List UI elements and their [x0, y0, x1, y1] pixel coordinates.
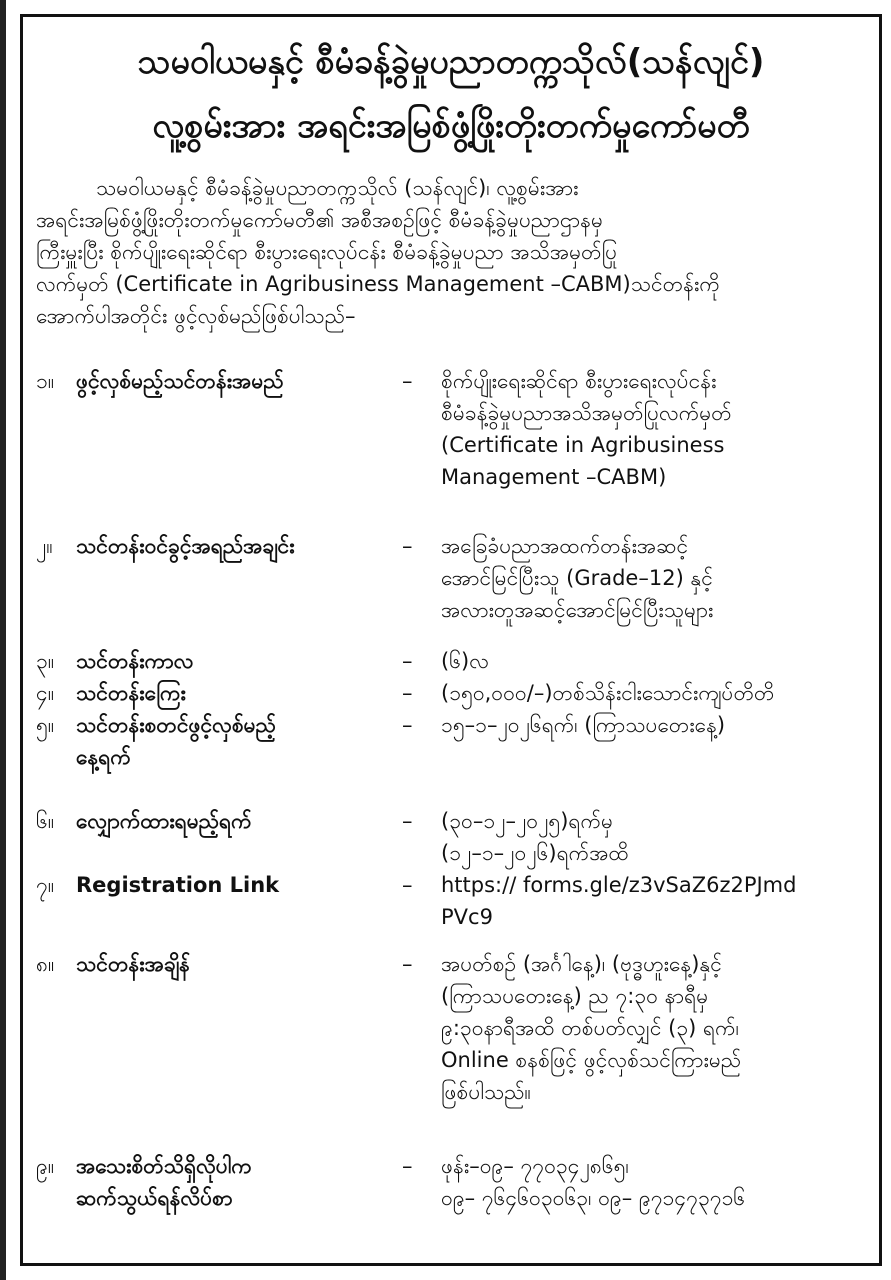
item-number: ၁။ [36, 369, 55, 393]
item-value-line: ၉:၃၀နာရီအထိ တစ်ပတ်လျှင် (၃) ရက်၊ [441, 1016, 739, 1040]
item-label-line: သင်တန်းကာလ [76, 649, 194, 673]
left-edge-rule [0, 0, 6, 1280]
item-dash: – [402, 534, 413, 558]
item-value [441, 805, 876, 869]
item-number: ၈။ [36, 952, 55, 976]
item-value [441, 869, 876, 933]
item-label-line: အသေးစိတ်သိရှိလိုပါက [76, 1154, 252, 1178]
item-value-line: (၁၂–၁–၂၀၂၆)ရက်အထိ [441, 841, 629, 865]
item-value [441, 1150, 876, 1214]
item-dash: – [402, 809, 413, 833]
item-label [76, 530, 431, 562]
item-value-line: အောင်မြင်ပြီးသူ (Grade–12) နှင့် [441, 566, 713, 590]
title-line-2: လူ့စွမ်းအား အရင်းအမြစ်ဖွံ့ဖြိုးတိုးတက်မှုကော်မတီ [152, 106, 750, 146]
item-value-line: စီမံခန့်ခွဲမှုပညာအသိအမှတ်ပြုလက်မှတ် [441, 401, 732, 425]
item-value-line: ၁၅–၁–၂၀၂၆ရက်၊ (ကြာသပတေးနေ့) [441, 713, 726, 737]
item-value-line: PVc9 [441, 905, 493, 929]
item-label-line: သင်တန်းစတင်ဖွင့်လှစ်မည့် [76, 713, 276, 737]
item-number: ၂။ [36, 534, 53, 558]
intro-line: လက်မှတ် (Certificate in Agribusiness Management –CABM)သင်တန်းကို [36, 272, 720, 296]
item-dash: – [402, 952, 413, 976]
item-value-line: ၀၉– ၇၆၄၆၀၃၀၆၃၊ ၀၉– ၉၇၁၄၇၃၇၁၆ [441, 1186, 746, 1210]
item-label-line: သင်တန်းဝင်ခွင့်အရည်အချင်း [76, 534, 295, 558]
item-value-line: (၆)လ [441, 649, 489, 673]
item-dash: – [402, 713, 413, 737]
intro-line: အောက်ပါအတိုင်း ဖွင့်လှစ်မည်ဖြစ်ပါသည်– [36, 304, 356, 328]
item-value-line: (၁၅၀,၀၀၀/–)တစ်သိန်းငါးသောင်းကျပ်တိတိ [441, 681, 775, 705]
item-value-line: https:// forms.gle/z3vSaZ6z2PJmd [441, 873, 797, 897]
item-value-line: (Certificate in Agribusiness [441, 433, 725, 457]
item-number: ၄။ [36, 681, 55, 705]
item-dash: – [402, 369, 413, 393]
item-number: ၃။ [36, 649, 55, 673]
item-label-line: သင်တန်းကြေး [76, 681, 186, 705]
item-dash: – [402, 1154, 413, 1178]
item-label [76, 645, 431, 677]
item-number: ၇။ [36, 873, 55, 897]
item-dash: – [402, 681, 413, 705]
item-label [76, 869, 431, 901]
item-dash: – [402, 649, 413, 673]
item-value-line: ဖြစ်ပါသည်။ [441, 1080, 531, 1104]
item-label [76, 677, 431, 709]
item-value [441, 645, 876, 677]
item-label [76, 948, 431, 980]
intro-line: သမဝါယမနှင့် စီမံခန့်ခွဲမှုပညာတက္ကသိုလ် (သန်လျင်)၊ လူ့စွမ်းအား [96, 176, 579, 200]
item-value-line: အခြေခံပညာအထက်တန်းအဆင့် [441, 534, 689, 558]
item-label-line: Registration Link [76, 873, 280, 897]
item-value-line: (ကြာသပတေးနေ့) ည ၇:၃၀ နာရီမှ [441, 984, 709, 1008]
item-label [76, 805, 431, 837]
item-number: ၆။ [36, 809, 55, 833]
item-label-line: နေ့ရက် [76, 745, 131, 769]
item-label [76, 365, 431, 397]
title-line-1: သမဝါယမနှင့် စီမံခန့်ခွဲမှုပညာတက္ကသိုလ်(သန်လျင်) [137, 42, 765, 82]
intro-line: ကြီးမှူးပြီး စိုက်ပျိုးရေးဆိုင်ရာ စီးပွားရေးလုပ်ငန်း စီမံခန့်ခွဲမှုပညာ အသိအမှတ်ပြု [36, 240, 618, 264]
item-value-line: Online စနစ်ဖြင့် ဖွင့်လှစ်သင်ကြားမည် [441, 1048, 742, 1072]
item-dash: – [402, 873, 413, 897]
intro-paragraph [36, 172, 866, 332]
item-value-line: စိုက်ပျိုးရေးဆိုင်ရာ စီးပွားရေးလုပ်ငန်း [441, 369, 717, 393]
item-label-line: ဖွင့်လှစ်မည့်သင်တန်းအမည် [76, 369, 284, 393]
item-value-line: အလားတူအဆင့်အောင်မြင်ပြီးသူများ [441, 598, 714, 622]
item-number: ၅။ [36, 713, 55, 737]
item-label-line: ဆက်သွယ်ရန်လိပ်စာ [76, 1186, 233, 1210]
item-value-line: (၃၀–၁၂–၂၀၂၅)ရက်မှ [441, 809, 613, 833]
item-label-line: လျှောက်ထားရမည့်ရက် [76, 809, 252, 833]
item-value [441, 709, 876, 741]
item-label [76, 709, 431, 773]
intro-line: အရင်းအမြစ်ဖွံ့ဖြိုးတိုးတက်မှုကော်မတီ၏ အစီအစဉ်ဖြင့် စီမံခန့်ခွဲမှုပညာဌာနမှ [36, 208, 603, 232]
item-value [441, 677, 876, 709]
item-value-line: Management –CABM) [441, 465, 667, 489]
item-label [76, 1150, 431, 1214]
item-value-line: ဖုန်း–၀၉– ၇၇၀၃၄၂၈၆၅၊ [441, 1154, 629, 1178]
item-value [441, 948, 876, 1108]
item-value [441, 530, 876, 626]
item-label-line: သင်တန်းအချိန် [76, 952, 190, 976]
item-value-line: အပတ်စဉ် (အင်္ဂါနေ့)၊ (ဗုဒ္ဓဟူးနေ့)နှင့် [441, 952, 722, 976]
item-value [441, 365, 876, 493]
item-number: ၉။ [36, 1154, 55, 1178]
